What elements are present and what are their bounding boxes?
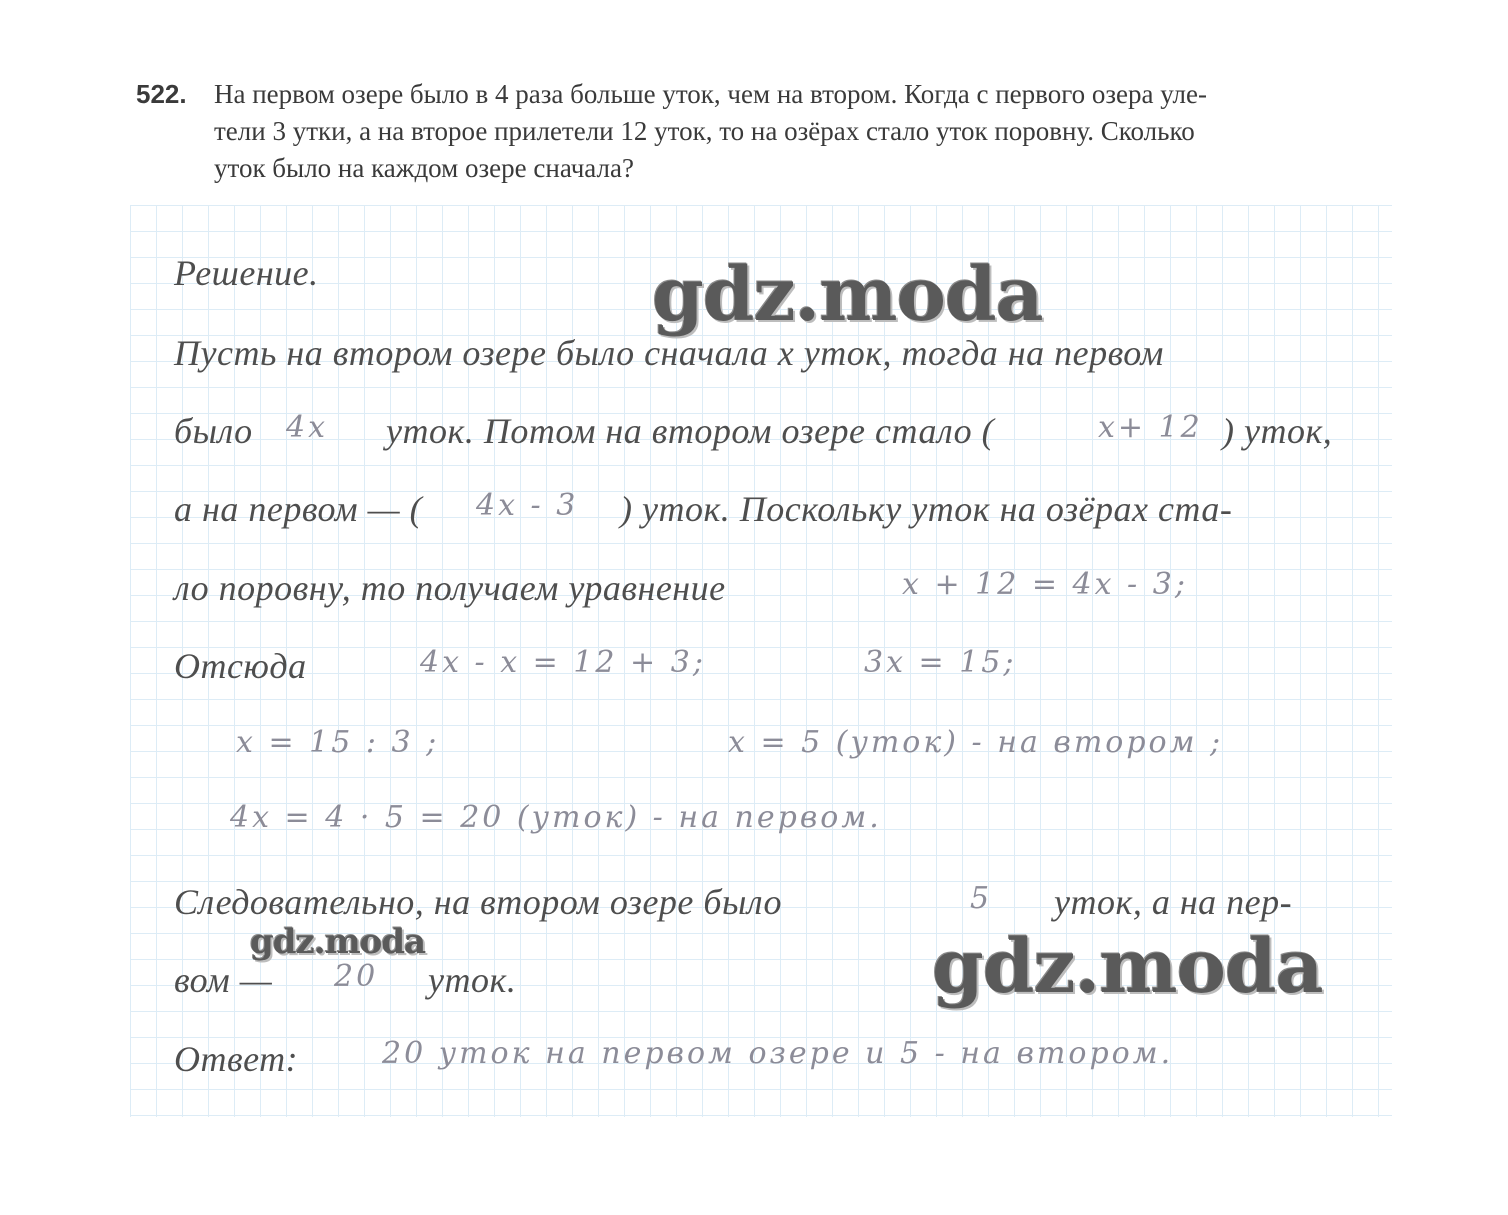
watermark-bottom: gdz.moda bbox=[932, 924, 1323, 1010]
hand-step-1: 4x - x = 12 + 3; bbox=[420, 645, 706, 680]
solution-line-7a: вом — bbox=[174, 960, 273, 1000]
hand-equation: x + 12 = 4x - 3; bbox=[902, 567, 1188, 602]
hand-first-after: 4x - 3 bbox=[476, 488, 579, 523]
hand-first-count: 20 bbox=[334, 959, 379, 994]
hand-step-2: 3x = 15; bbox=[864, 645, 1017, 680]
problem-line-1: На первом озере было в 4 раза больше уток, чем на втором. Когда с первого озера уле- bbox=[214, 79, 1207, 109]
solution-line-6b: уток, а на пер- bbox=[1054, 882, 1293, 922]
hand-answer: 20 уток на первом озере и 5 - на втором. bbox=[382, 1036, 1174, 1071]
solution-line-4: ло поровну, то получаем уравнение bbox=[174, 568, 726, 608]
problem-number: 522. bbox=[136, 79, 187, 109]
answer-label: Ответ: bbox=[174, 1039, 299, 1079]
solution-line-6a: Следовательно, на втором озере было bbox=[174, 882, 783, 922]
solution-line-2a: было bbox=[174, 411, 253, 451]
watermark-top: gdz.moda bbox=[652, 252, 1043, 338]
solution-line-3b: ) уток. Поскольку уток на озёрах ста- bbox=[620, 489, 1233, 529]
solution-line-7b: уток. bbox=[428, 960, 517, 1000]
solution-line-2b: уток. Потом на втором озере стало ( bbox=[386, 411, 995, 451]
solution-line-3a: а на первом — ( bbox=[174, 489, 423, 529]
solution-line-2c: ) уток, bbox=[1222, 411, 1333, 451]
hand-second-after: x+ 12 bbox=[1098, 410, 1203, 445]
problem-line-2: тели 3 утки, а на второе прилетели 12 уток, то на озёрах стало уток поровну. Сколько bbox=[214, 116, 1195, 146]
problem-line-3: уток было на каждом озере сначала? bbox=[214, 153, 634, 183]
solution-line-5: Отсюда bbox=[174, 646, 307, 686]
watermark-small: gdz.moda bbox=[250, 922, 426, 962]
hand-step-4: x = 5 (уток) - на втором ; bbox=[728, 725, 1224, 760]
hand-step-5: 4x = 4 · 5 = 20 (уток) - на первом. bbox=[230, 800, 882, 835]
solution-line-1: Пусть на втором озере было сначала x уток, тогда на первом bbox=[174, 333, 1164, 373]
hand-second-count: 5 bbox=[970, 881, 993, 916]
hand-first-lake: 4x bbox=[286, 410, 329, 445]
hand-step-3: x = 15 : 3 ; bbox=[236, 725, 440, 760]
solution-heading: Решение. bbox=[174, 253, 319, 293]
